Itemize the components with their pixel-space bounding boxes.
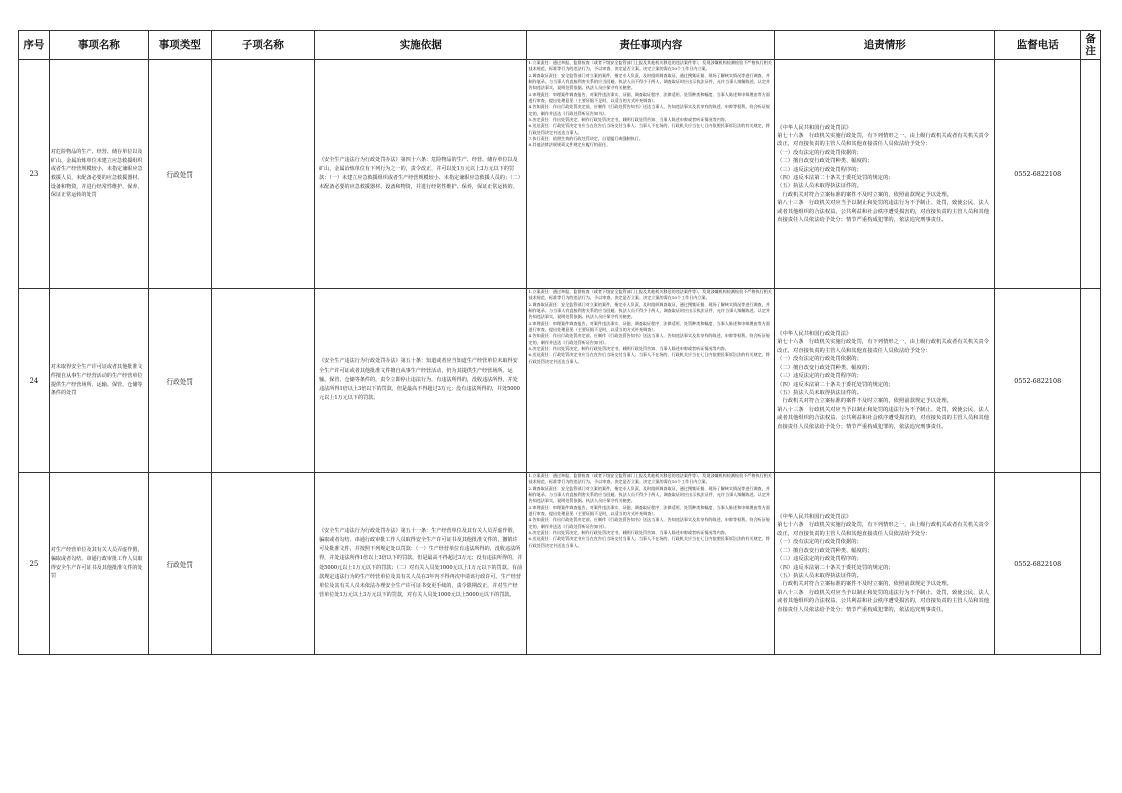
header-item-type: 事项类型: [148, 31, 211, 60]
row-item-type: 行政处罚: [148, 473, 211, 655]
row-phone: 0552-6822108: [995, 60, 1081, 289]
row-item-name: 对未取得安全生产许可证或者其他批准文件擅自从事生产经营活动的生产经营单位提供生产经营场所、运输、保管、仓储等条件的处罚: [49, 289, 148, 473]
row-duty: [527, 289, 775, 473]
row-duty: [527, 473, 775, 655]
header-basis: 实施依据: [315, 31, 527, 60]
table-row: [19, 289, 1101, 473]
row-basis: 《安全生产违法行为行政处罚办法》第四十六条：危险物品的生产、经营、储存单位以及矿山、金属冶炼单位有下列行为之一的，责令改正，并可以处1万元以上3万元以下的罚款：（一）未建立应急救援组织或者生产经营规模较小、未指定兼职应急救援人员的；（二）未配备必要的应急救援器材、设备和物资，并进行经常性维护、保养，保证正常运转的。: [315, 60, 527, 289]
table-row: [19, 60, 1101, 289]
row-no: 24: [19, 289, 50, 473]
row-phone: 0552-6822108: [995, 289, 1081, 473]
row-duty-text: 1.立案责任：通过举报、监督检查（或者下级安全监管部门上报及其他机关移送的违法案件等），发现涉嫌机构检测检验不严格执行相关技术规范、标准等行为的违法行为，予以审查，决定是否立案。决定立案的需在10个工作日内立案。 2.调查取证责任：安全监管部门对立案的案件，指定专人负责，及时组织调查取证，通过搜集证据、现场了解核实情况等进行调查，并制作笔录。与当事人有直接利害关系的应当回避。执法人员不得少于两人，调查取证时应出示执法证件，允许当事人辩解陈述。认定并告知违法事实，说明处罚依据。执法人员应保守有关秘密。 3.审理责任：审理案件调查报告，对案件违法事实、证据、调查取证程序、法律适用、处罚种类和幅度、当事人陈述和申辩理由等方面进行审查，提出处理意见（主要证据不足时，以适当的方式补充调查）。 4.告知责任：作出行政处罚决定前，应制作《行政处罚告知书》送达当事人，告知违法事实及其享有的陈述、申辩等权利。符合听证规定的，制作并送达《行政处罚听证告知书》。 5.决定责任：作出处罚决定，制作行政处罚决定书，载明行政处罚告知、当事人陈述申辩或者听证情况等内容。 6.送达责任：行政处罚决定书应当在宣告后当场交付当事人；当事人不在场的，行政机关应当在七日内依照民事诉讼法的有关规定，将行政处罚决定书送达当事人。 7.执行责任：依照生效的行政处罚决定，自觉履行或强制执行。 8.其他法律法规规章文件规定应履行的责任。: [528, 60, 772, 148]
row-sub-item: [211, 60, 314, 289]
row-item-type: 行政处罚: [148, 60, 211, 289]
row-item-name: 对生产经营单位及其有关人员弄虚作假，骗取或者勾结、串通行政审批工作人员取得安全生产许可证书及其他批准文件的处罚: [49, 473, 148, 655]
header-item-name: 事项名称: [49, 31, 148, 60]
header-accountability: 追责情形: [775, 31, 995, 60]
row-remark: [1081, 60, 1101, 289]
row-sub-item: [211, 473, 314, 655]
row-no: 25: [19, 473, 50, 655]
row-duty-text: 1.立案责任：通过举报、监督检查（或者下级安全监管部门上报及其他机关移送的违法案件等），发现涉嫌机构检测检验不严格执行相关技术规范、标准等行为的违法行为，予以审查，决定是否立案。决定立案的需在10个工作日内立案。 2.调查取证责任：安全监管部门对立案的案件，指定专人负责，及时组织调查取证，通过搜集证据、现场了解核实情况等进行调查，并制作笔录。与当事人有直接利害关系的应当回避。执法人员不得少于两人，调查取证时应出示执法证件，允许当事人辩解陈述。认定并告知违法事实，说明处罚依据。执法人员应保守有关秘密。 3.审理责任：审理案件调查报告，对案件违法事实、证据、调查取证程序、法律适用、处罚种类和幅度、当事人陈述和申辩理由等方面进行审查，提出处理意见（主要证据不足时，以适当的方式补充调查）。 4.告知责任：作出行政处罚决定前，应制作《行政处罚告知书》送达当事人，告知违法事实及其享有的陈述、申辩等权利。符合听证规定的，制作并送达《行政处罚听证告知书》。 5.决定责任：作出处罚决定，制作行政处罚决定书，载明行政处罚告知、当事人陈述申辩或者听证情况等内容。 6.送达责任：行政处罚决定书应当在宣告后当场交付当事人；当事人不在场的，行政机关应当在七日内依照民事诉讼法的有关规定，将行政处罚决定书送达当事人。: [528, 473, 772, 548]
header-remark: 备注: [1081, 31, 1101, 60]
row-sub-item: [211, 289, 314, 473]
row-accountability: 《中华人民共和国行政处罚法》 第七十六条 行政机关实施行政处罚，有下列情形之一，由上级行政机关或者有关机关责令改正，对直接负责的主管人员和其他直接责任人员依法给予处分： （一）没有法定的行政处罚依据的； （二）擅自改变行政处罚种类、幅度的； （三）违反法定的行政处罚程序的； （四）违反本法第二十条关于委托处罚的规定的； （五）执法人员未取得执法证件的。 行政机关对符合立案标准的案件不及时立案的，依照前款规定予以处理。 第八十三条 行政机关对应当予以制止和处罚的违法行为不予制止、处罚，致使公民、法人或者其他组织的合法权益、公共利益和社会秩序遭受损害的，对直接负责的主管人员和其他直接责任人员依法给予处分；情节严重构成犯罪的，依法追究刑事责任。: [775, 473, 995, 655]
row-item-name: 对危险物品的生产、经营、储存单位以及矿山、金属冶炼单位未建立应急救援组织或者生产经营规模较小，未指定兼职应急救援人员，未配备必要的应急救援器材、设备和物资，并进行经常性维护、保养，保证正常运转的处罚: [49, 60, 148, 289]
row-remark: [1081, 473, 1101, 655]
header-phone: 监督电话: [995, 31, 1081, 60]
row-accountability: 《中华人民共和国行政处罚法》 第七十六条 行政机关实施行政处罚，有下列情形之一，由上级行政机关或者有关机关责令改正，对直接负责的主管人员和其他直接责任人员依法给予处分： （一）没有法定的行政处罚依据的； （二）擅自改变行政处罚种类、幅度的； （三）违反法定的行政处罚程序的； （四）违反本法第二十条关于委托处罚的规定的； （五）执法人员未取得执法证件的。 行政机关对符合立案标准的案件不及时立案的，依照前款规定予以处理。 第八十三条 行政机关对应当予以制止和处罚的违法行为不予制止、处罚，致使公民、法人或者其他组织的合法权益、公共利益和社会秩序遭受损害的，对直接负责的主管人员和其他直接责任人员依法给予处分；情节严重构成犯罪的，依法追究刑事责任。: [775, 289, 995, 473]
row-remark: [1081, 289, 1101, 473]
row-duty: [527, 60, 775, 289]
row-phone: 0552-6822108: [995, 473, 1081, 655]
header-sub-item: 子项名称: [211, 31, 314, 60]
row-accountability: 《中华人民共和国行政处罚法》 第七十六条 行政机关实施行政处罚，有下列情形之一，由上级行政机关或者有关机关责令改正，对直接负责的主管人员和其他直接责任人员依法给予处分： （一）没有法定的行政处罚依据的； （二）擅自改变行政处罚种类、幅度的； （三）违反法定的行政处罚程序的； （四）违反本法第二十条关于委托处罚的规定的； （五）执法人员未取得执法证件的。 行政机关对符合立案标准的案件不及时立案的，依照前款规定予以处理。 第八十三条 行政机关对应当予以制止和处罚的违法行为不予制止、处罚，致使公民、法人或者其他组织的合法权益、公共利益和社会秩序遭受损害的，对直接负责的主管人员和其他直接责任人员依法给予处分；情节严重构成犯罪的，依法追究刑事责任。: [775, 60, 995, 289]
responsibility-table: [18, 30, 1101, 655]
row-item-type: 行政处罚: [148, 289, 211, 473]
row-basis: 《安全生产违法行为行政处罚办法》第五十一条：生产经营单位及其有关人员弄虚作假，骗取或者勾结、串通行政审批工作人员取得安全生产许可证书及其他批准文件的，撤销许可及批准文件，并按照下列规定处以罚款：（一）生产经营单位有违法所得的，没收违法所得，并处违法所得1倍以上3倍以下的罚款，但是最高不得超过3万元；没有违法所得的，并处5000元以上1万元以下的罚款；（二）对有关人员处1000元以上1万元以下的罚款。有前款规定违法行为的生产经营单位及其有关人员在3年内不得再次申请该行政许可。生产经营单位及其有关人员未依法办理安全生产许可证书变更手续的，责令限期改正，并对生产经营单位处1万元以上3万元以下的罚款，对有关人员处1000元以上5000元以下的罚款。: [315, 473, 527, 655]
table-header-row: [19, 31, 1101, 60]
header-no: 序号: [19, 31, 50, 60]
table-row: [19, 473, 1101, 655]
header-duty: 责任事项内容: [527, 31, 775, 60]
row-basis: 《安全生产违法行为行政处罚办法》第五十条：知道或者应当知道生产经营单位未取得安全生产许可证或者其他批准文件擅自从事生产经营活动，仍为其提供生产经营场所、运输、保管、仓储等条件的，责令立即停止违法行为，有违法所得的，没收违法所得，并处违法所得1倍以上3倍以下的罚款，但是最高不得超过3万元；没有违法所得的，并处5000元以上1万元以下的罚款。: [315, 289, 527, 473]
row-duty-text: 1.立案责任：通过举报、监督检查（或者下级安全监管部门上报及其他机关移送的违法案件等），发现涉嫌机构检测检验不严格执行相关技术规范、标准等行为的违法行为，予以审查，决定是否立案。决定立案的需在10个工作日内立案。 2.调查取证责任：安全监管部门对立案的案件，指定专人负责，及时组织调查取证，通过搜集证据、现场了解核实情况等进行调查，并制作笔录。与当事人有直接利害关系的应当回避。执法人员不得少于两人，调查取证时应出示执法证件，允许当事人辩解陈述。认定并告知违法事实，说明处罚依据。执法人员应保守有关秘密。 3.审理责任：审理案件调查报告，对案件违法事实、证据、调查取证程序、法律适用、处罚种类和幅度、当事人陈述和申辩理由等方面进行审查，提出处理意见（主要证据不足时，以适当的方式补充调查）。 4.告知责任：作出行政处罚决定前，应制作《行政处罚告知书》送达当事人，告知违法事实及其享有的陈述、申辩等权利。符合听证规定的，制作并送达《行政处罚听证告知书》。 5.决定责任：作出处罚决定，制作行政处罚决定书，载明行政处罚告知、当事人陈述申辩或者听证情况等内容。 6.送达责任：行政处罚决定书应当在宣告后当场交付当事人；当事人不在场的，行政机关应当在七日内依照民事诉讼法的有关规定，将行政处罚决定书送达当事人。: [528, 289, 772, 364]
row-no: 23: [19, 60, 50, 289]
